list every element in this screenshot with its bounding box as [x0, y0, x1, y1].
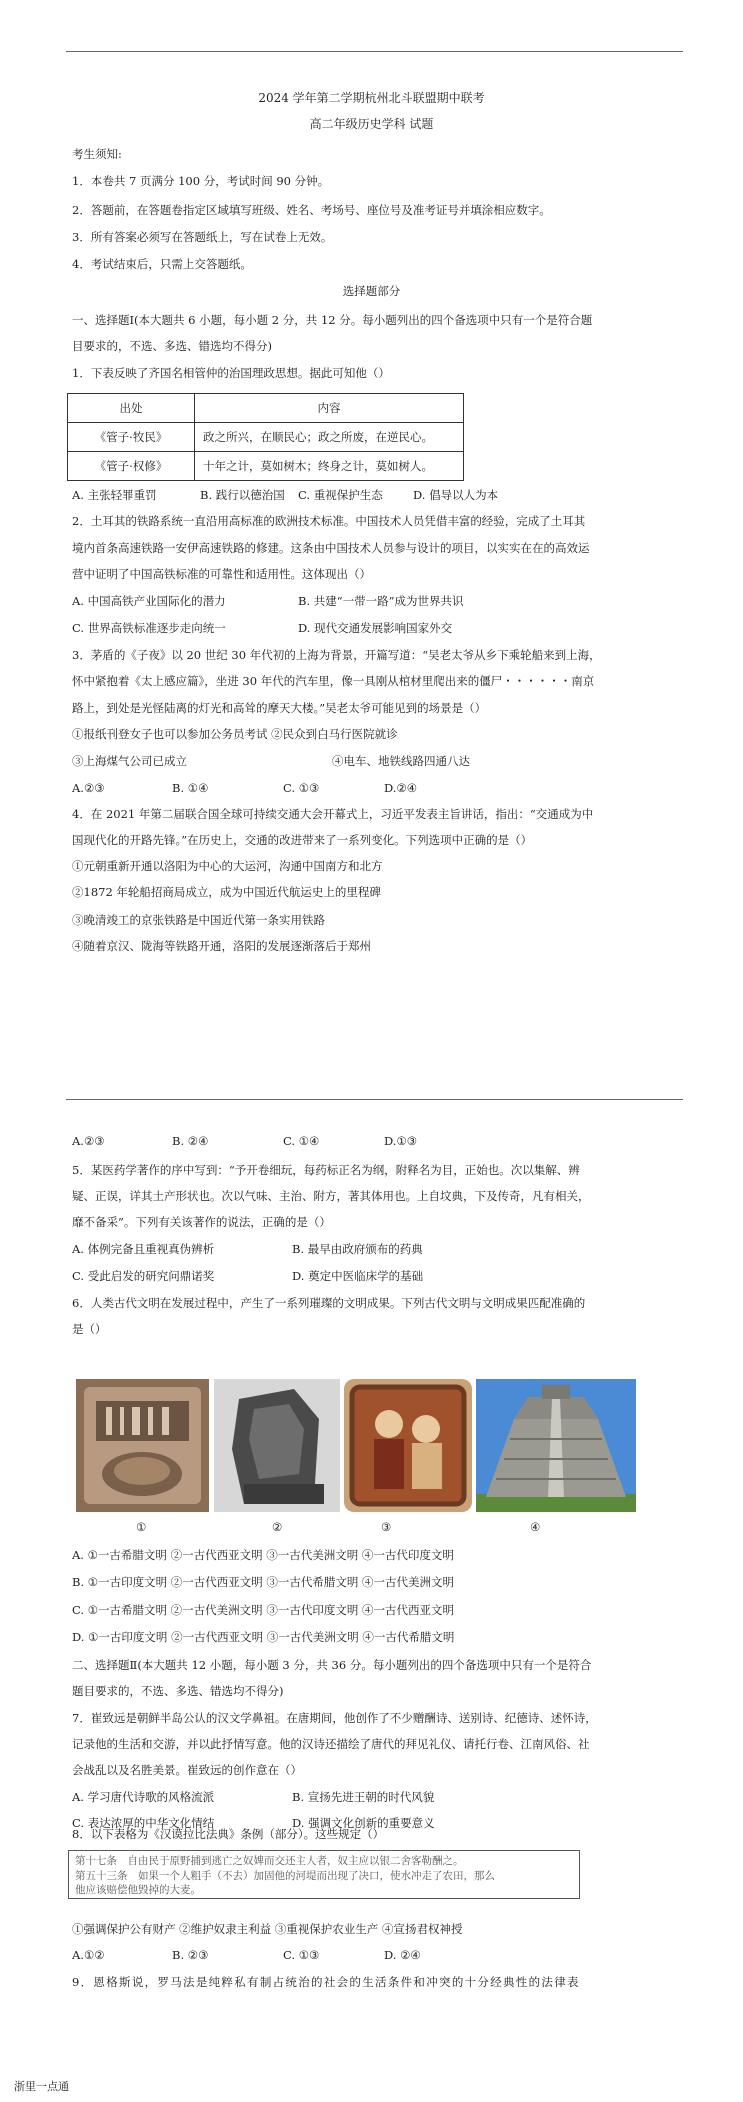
q7-option-c[interactable]: C. 表达浓厚的中华文化情结	[72, 1816, 215, 1830]
q3-option-d[interactable]: D.②④	[384, 781, 418, 795]
table-cell: 《管子·权修》	[68, 452, 195, 481]
table-header: 出处	[68, 394, 195, 423]
exam-title: 2024 学年第二学期杭州北斗联盟期中联考	[258, 91, 485, 105]
q6-image-label: ④	[530, 1520, 541, 1534]
q3-line: 怀中紧抱着《太上感应篇》，坐进 30 年代的汽车里，像一具刚从棺材里爬出来的僵尸・・・・・・南京	[72, 674, 595, 688]
q4-line: 国现代化的开路先锋。”在历史上，交通的改进带来了一系列变化。下列选项中正确的是（）	[72, 833, 533, 847]
q8-box-line: 第五十三条 如果一个人粗手（不去）加固他的河堤而出现了决口，使水冲走了农田，那么	[75, 1870, 495, 1882]
part1-intro: 一、选择题Ⅰ(本大题共 6 小题，每小题 2 分，共 12 分。每小题列出的四个备选项中只有一个是符合题	[72, 313, 593, 327]
notice-heading: 考生须知:	[72, 147, 122, 161]
q4-line: 4．在 2021 年第二届联合国全球可持续交通大会开幕式上，习近平发表主旨讲话，指出：“交通成为中	[72, 807, 594, 821]
q2-option-c[interactable]: C. 世界高铁标准逐步走向统一	[72, 621, 226, 635]
q8-law-box	[68, 1850, 580, 1899]
q1-option-d[interactable]: D. 倡导以人为本	[413, 488, 499, 502]
q4-item: ①元朝重新开通以洛阳为中心的大运河，沟通中国南方和北方	[72, 859, 383, 873]
notice-item: 3．所有答案必须写在答题纸上，写在试卷上无效。	[72, 230, 333, 244]
q6-line: 是（）	[72, 1322, 107, 1336]
q9-line: 9．恩格斯说，罗马法是纯粹私有制占统治的社会的生活条件和冲突的十分经典性的法律表	[72, 1975, 580, 1989]
q8-option-a[interactable]: A.①②	[72, 1948, 105, 1962]
q6-line: 6．人类古代文明在发展过程中，产生了一系列璀璨的文明成果。下列古代文明与文明成果匹配准确的	[72, 1296, 586, 1310]
q4-item: ②1872 年轮船招商局成立，成为中国近代航运史上的里程碑	[72, 885, 381, 899]
q4-option-d[interactable]: D.①③	[384, 1134, 418, 1148]
q3-item: ③上海煤气公司已成立	[72, 754, 187, 768]
table-cell: 《管子·牧民》	[68, 423, 195, 452]
q5-line: 5．某医药学著作的序中写到：“予开卷细玩，每药标正名为纲，附释名为目，正始也。次以集解、辨	[72, 1163, 580, 1177]
q8-items: ①强调保护公有财产 ②维护奴隶主利益 ③重视保护农业生产 ④宣扬君权神授	[72, 1922, 463, 1936]
q7-option-a[interactable]: A. 学习唐代诗歌的风格流派	[72, 1790, 215, 1804]
q8-option-b[interactable]: B. ②③	[172, 1948, 209, 1962]
q6-option-c[interactable]: C. ①一古希腊文明 ②一古代美洲文明 ③一古代印度文明 ④一古代西亚文明	[72, 1603, 454, 1617]
table-cell: 政之所兴，在顺民心；政之所废，在逆民心。	[195, 423, 464, 452]
q7-option-b[interactable]: B. 宣扬先进王朝的时代风貌	[292, 1790, 435, 1804]
q6-image-1	[76, 1379, 209, 1512]
table-row	[68, 452, 464, 481]
part2-intro: 二、选择题Ⅱ(本大题共 12 小题，每小题 3 分，共 36 分。每小题列出的四个备选项中只有一个是符合	[72, 1658, 592, 1672]
q3-items: ①报纸刊登女子也可以参加公务员考试 ②民众到白马行医院就诊	[72, 727, 398, 741]
q2-line: 营中证明了中国高铁标准的可靠性和适用性。这体现出（）	[72, 567, 371, 581]
q4-item: ③晚清竣工的京张铁路是中国近代第一条实用铁路	[72, 913, 325, 927]
q4-option-a[interactable]: A.②③	[72, 1134, 105, 1148]
q5-line: 靡不备采”。下列有关该著作的说法，正确的是（）	[72, 1215, 331, 1229]
part1-intro: 目要求的，不选、多选、错选均不得分)	[72, 339, 272, 353]
q8-stem: 8．以下表格为《汉谟拉比法典》条例（部分）。这些规定（）	[72, 1827, 385, 1841]
q6-image-label: ③	[381, 1520, 392, 1534]
q3-line: 3．茅盾的《子夜》以 20 世纪 30 年代初的上海为背景，开篇写道：“吴老太爷从乡下乘轮船来到上海，	[72, 648, 601, 662]
q5-option-d[interactable]: D. 奠定中医临床学的基础	[292, 1269, 424, 1283]
q5-option-c[interactable]: C. 受此启发的研究问鼎诺奖	[72, 1269, 215, 1283]
q1-table	[67, 393, 464, 481]
q2-option-a[interactable]: A. 中国高铁产业国际化的潜力	[72, 594, 226, 608]
table-header-row	[68, 394, 464, 423]
q6-image-label: ②	[272, 1520, 283, 1534]
q3-option-b[interactable]: B. ①④	[172, 781, 209, 795]
table-row	[68, 423, 464, 452]
q7-option-d[interactable]: D. 强调文化创新的重要意义	[292, 1816, 435, 1830]
q5-option-b[interactable]: B. 最早由政府颁布的药典	[292, 1242, 423, 1256]
q3-option-a[interactable]: A.②③	[72, 781, 105, 795]
q1-stem: 1．下表反映了齐国名相管仲的治国理政思想。据此可知他（）	[72, 366, 390, 380]
q6-image-3	[344, 1379, 472, 1512]
q8-box-line: 他应该赔偿他毁掉的大麦。	[75, 1884, 201, 1896]
notice-item: 4．考试结束后，只需上交答题纸。	[72, 257, 252, 271]
q5-option-a[interactable]: A. 体例完备且重视真伪辨析	[72, 1242, 215, 1256]
q6-option-b[interactable]: B. ①一古印度文明 ②一古代西亚文明 ③一古代希腊文明 ④一古代美洲文明	[72, 1575, 455, 1589]
q6-option-a[interactable]: A. ①一古希腊文明 ②一古代西亚文明 ③一古代美洲文明 ④一古代印度文明	[72, 1548, 454, 1562]
q8-option-c[interactable]: C. ①③	[283, 1948, 320, 1962]
q6-image-label: ①	[136, 1520, 147, 1534]
q2-option-b[interactable]: B. 共建“一带一路”成为世界共识	[298, 594, 464, 608]
q6-option-d[interactable]: D. ①一古印度文明 ②一古代西亚文明 ③一古代美洲文明 ④一古代希腊文明	[72, 1630, 455, 1644]
table-header: 内容	[195, 394, 464, 423]
q4-item: ④随着京汉、陇海等铁路开通，洛阳的发展逐渐落后于郑州	[72, 939, 371, 953]
part2-intro: 题目要求的，不选、多选、错选均不得分)	[72, 1684, 284, 1698]
section-title: 选择题部分	[342, 284, 401, 298]
top-rule	[66, 51, 683, 52]
q4-option-c[interactable]: C. ①④	[283, 1134, 320, 1148]
q8-option-d[interactable]: D. ②④	[384, 1948, 421, 1962]
page-break-rule	[66, 1099, 683, 1100]
q4-option-b[interactable]: B. ②④	[172, 1134, 209, 1148]
q2-option-d[interactable]: D. 现代交通发展影响国家外交	[298, 621, 453, 635]
q6-image-2	[214, 1379, 340, 1512]
q5-line: 疑、正误，详其土产形状也。次以气味、主治、附方，著其体用也。上自坟典，下及传奇，凡有相关，	[72, 1189, 590, 1203]
q7-line: 记录他的生活和交游，并以此抒情写意。他的汉诗还描绘了唐代的拜见礼仪、请托行卷、江南风俗、社	[72, 1737, 590, 1751]
q1-option-a[interactable]: A. 主张轻罪重罚	[72, 488, 157, 502]
q2-line: 境内首条高速铁路一安伊高速铁路的修建。这条由中国技术人员参与设计的项目，以实实在在的高效运	[72, 541, 590, 555]
table-cell: 十年之计，莫如树木；终身之计，莫如树人。	[195, 452, 464, 481]
footer-watermark: 浙里一点通	[14, 2080, 69, 2093]
q3-item: ④电车、地铁线路四通八达	[332, 754, 470, 768]
exam-subtitle: 高二年级历史学科 试题	[309, 117, 434, 131]
q1-option-c[interactable]: C. 重视保护生态	[298, 488, 383, 502]
q7-line: 会战乱以及名胜美景。崔致远的创作意在（）	[72, 1763, 302, 1777]
q2-line: 2．土耳其的铁路系统一直沿用高标准的欧洲技术标准。中国技术人员凭借丰富的经验，完成了土耳其	[72, 514, 586, 528]
q3-line: 路上，到处是光怪陆离的灯光和高耸的摩天大楼。”吴老太爷可能见到的场景是（）	[72, 701, 487, 715]
q3-option-c[interactable]: C. ①③	[283, 781, 320, 795]
q6-image-4	[476, 1379, 636, 1512]
q8-box-line: 第十七条 自由民于原野捕到逃亡之奴婢而交还主人者，奴主应以银二舍客勒酬之。	[75, 1855, 464, 1867]
q1-option-b[interactable]: B. 践行以德治国	[200, 488, 285, 502]
notice-item: 2．答题前，在答题卷指定区域填写班级、姓名、考场号、座位号及准考证号并填涂相应数字。	[72, 203, 551, 217]
notice-item: 1．本卷共 7 页满分 100 分，考试时间 90 分钟。	[72, 174, 330, 188]
q7-line: 7．崔致远是朝鲜半岛公认的汉文学鼻祖。在唐期间，他创作了不少赠酬诗、送别诗、纪德诗、述怀诗，	[72, 1711, 597, 1725]
